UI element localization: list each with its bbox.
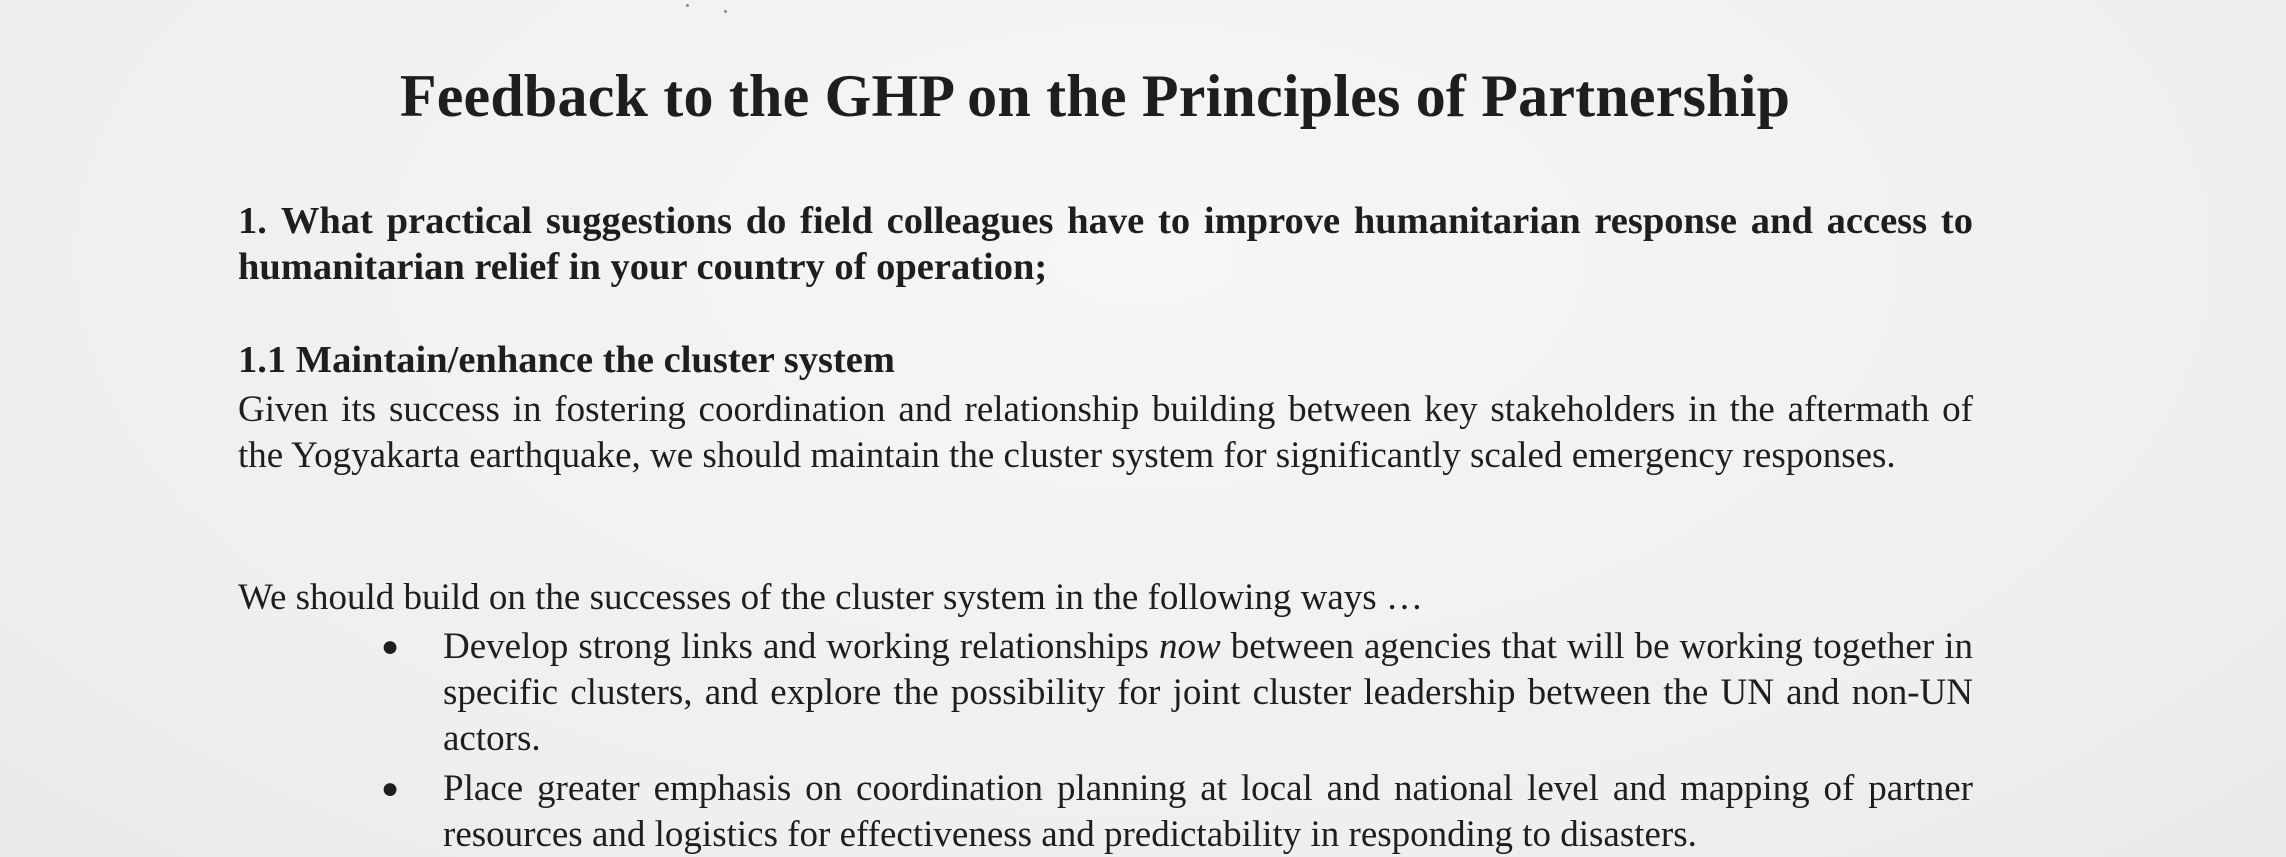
scan-speck [724,10,727,13]
bullet-item [381,624,1973,762]
bullet-text-before: Develop strong links and working relationships [443,626,1159,667]
bullets-intro: We should build on the successes of the cluster system in the following ways … [238,577,1423,618]
bullet-item [381,766,1973,857]
bullet-icon: ● [381,772,400,805]
question-1 [238,198,1973,290]
section-paragraph: Given its success in fostering coordination and relationship building between key stakeholders in the aftermath of the Yogyakarta earthquake, we should maintain the cluster system for significantly scaled emergency responses. [238,389,1973,476]
scan-speck [686,4,689,7]
question-number: 1. [238,200,267,242]
bullet-list [381,624,1973,857]
question-text: What practical suggestions do field colleagues have to improve humanitarian response and access to humanitarian relief in your country of operation; [238,200,1973,288]
document-title: Feedback to the GHP on the Principles of Partnership [399,63,1791,129]
bullet-text-before: Place greater emphasis on coordination planning at local and national level and mapping of partner resources and logistics for effectiveness and predictability in responding to disasters. [443,768,1973,855]
bullet-text-after: between agencies that will be working together in specific clusters, and explore the possibility for joint cluster leadership between the UN and non-UN actors. [443,626,1973,759]
section-heading: 1.1 Maintain/enhance the cluster system [238,339,895,381]
bullet-icon: ● [381,630,400,663]
bullet-text-emphasis: now [1158,626,1221,667]
